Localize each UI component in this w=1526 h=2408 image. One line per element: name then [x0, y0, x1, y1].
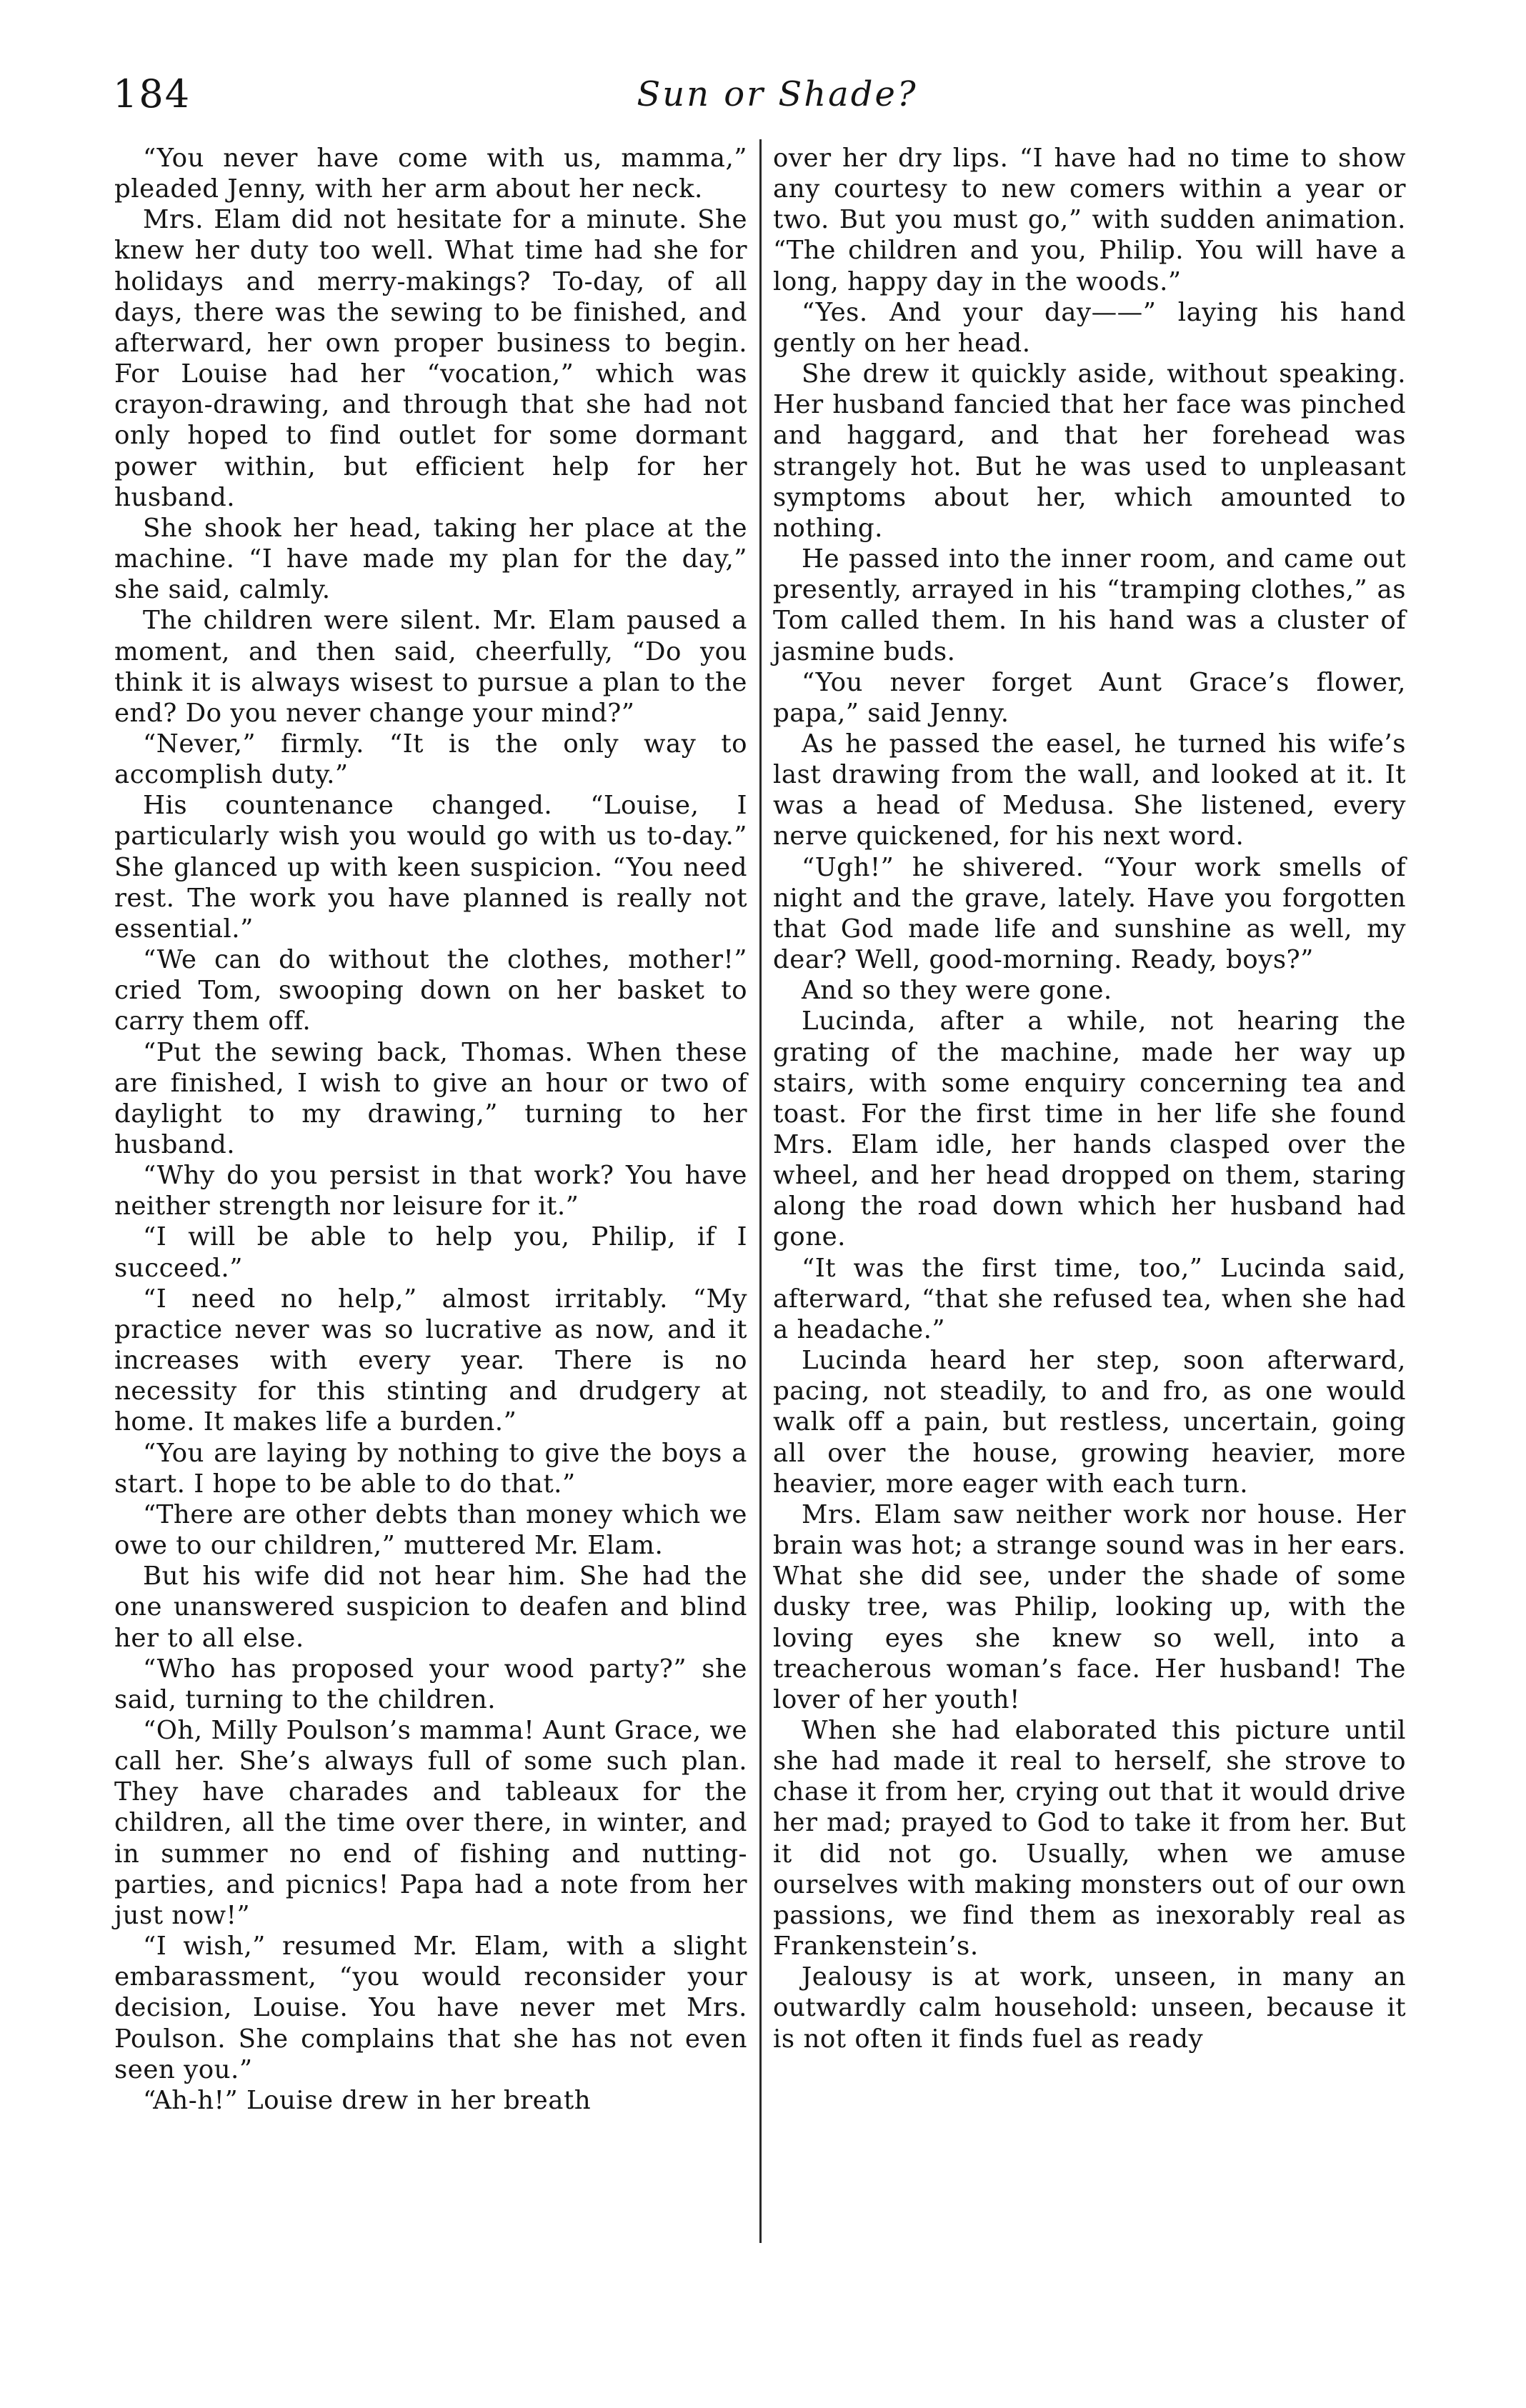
paragraph: “It was the first time, too,” Lucinda said, afterward, “that she refused tea, when she had a headache.” — [773, 1253, 1406, 1344]
paragraph: “Never,” firmly. “It is the only way to accomplish duty.” — [114, 729, 747, 790]
paragraph: “Why do you persist in that work? You have neither strength nor leisure for it.” — [114, 1161, 747, 1222]
paragraph: “Yes. And your day——” laying his hand gently on her head. — [773, 297, 1406, 358]
paragraph: She shook her head, taking her place at the machine. “I have made my plan for the day,” she said, calmly. — [114, 513, 747, 605]
paragraph: “Who has proposed your wood party?” she said, turning to the children. — [114, 1654, 747, 1714]
paragraph: “I will be able to help you, Philip, if I succeed.” — [114, 1222, 747, 1283]
paragraph: “Ah-h!” Louise drew in her breath — [143, 2085, 592, 2115]
paragraph: When she had elaborated this picture until she had made it real to herself, she strove to chase it from her, crying out that it would drive her mad; prayed to God to take it from her. But it did not go. Usually, when we amuse ourselves with making monsters out of our own passions, we find them as inexorably real as Frankenstein’s. — [773, 1715, 1406, 1962]
paragraph: “I need no help,” almost irritably. “My practice never was so lucrative as now, and it increases with every year. There is no necessity for this stinting and drudgery at home. It makes life a burden.” — [114, 1284, 747, 1437]
left-column — [114, 143, 747, 2116]
page-number: 184 — [113, 71, 191, 116]
running-title: Sun or Shade? — [637, 74, 918, 114]
paragraph: But his wife did not hear him. She had the one unanswered suspicion to deafen and blind her to all else. — [114, 1562, 747, 1653]
column-rule — [759, 139, 762, 2243]
paragraph: He passed into the inner room, and came out presently, arrayed in his “tramping clothes,” as Tom called them. In his hand was a cluster of jasmine buds. — [773, 544, 1406, 666]
paragraph: Mrs. Elam saw neither work nor house. Her brain was hot; a strange sound was in her ears. What she did see, under the shade of some dusky tree, was Philip, looking up, with the loving eyes she knew so well, into a treacherous woman’s face. Her husband! The lover of her youth! — [773, 1499, 1406, 1714]
paragraph: The children were silent. Mr. Elam paused a moment, and then said, cheerfully, “Do you think it is always wisest to pursue a plan to the end? Do you never change your mind?” — [114, 606, 747, 728]
paragraph: “There are other debts than money which we owe to our children,” muttered Mr. Elam. — [114, 1499, 747, 1561]
page-header — [113, 71, 1435, 129]
paragraph: “Ugh!” he shivered. “Your work smells of night and the grave, lately. Have you forgotten that God made life and sunshine as well, my dear? Well, good-morning. Ready, boys?” — [773, 852, 1406, 975]
right-column — [773, 143, 1406, 2054]
paragraph: She drew it quickly aside, without speaking. Her husband fancied that her face was pinched and haggard, and that her forehead was strangely hot. But he was used to unpleasant symptoms about her, which amounted to nothing. — [773, 359, 1406, 543]
paragraph: Mrs. Elam did not hesitate for a minute. She knew her duty too well. What time had she for holidays and merry-makings? To-day, of all days, there was the sewing to be finished, and afterward, her own proper business to begin. For Louise had her “vocation,” which was crayon-drawing, and through that she had not only hoped to find outlet for some dormant power within, but efficient help for her husband. — [114, 205, 747, 512]
paragraph: “We can do without the clothes, mother!” cried Tom, swooping down on her basket to carry them off. — [114, 945, 747, 1036]
paragraph: Lucinda, after a while, not hearing the grating of the machine, made her way up stairs, with some enquiry concerning tea and toast. For the first time in her life she found Mrs. Elam idle, her hands clasped over the wheel, and her head dropped on them, staring along the road down which her husband had gone. — [773, 1006, 1406, 1252]
paragraph: “Put the sewing back, Thomas. When these are finished, I wish to give an hour or two of daylight to my drawing,” turning to her husband. — [114, 1037, 747, 1159]
paragraph: “I wish,” resumed Mr. Elam, with a slight embarassment, “you would reconsider your decision, Louise. You have never met Mrs. Poulson. She complains that she has not even seen you.” — [114, 1932, 747, 2084]
paragraph: And so they were gone. — [802, 976, 1112, 1006]
paragraph: Jealousy is at work, unseen, in many an outwardly calm household: unseen, because it is not often it finds fuel as ready — [773, 1962, 1406, 2054]
paragraph: As he passed the easel, he turned his wife’s last drawing from the wall, and looked at it. It was a head of Medusa. She listened, every nerve quickened, for his next word. — [773, 729, 1406, 851]
paragraph: “You are laying by nothing to give the boys a start. I hope to be able to do that.” — [114, 1438, 747, 1499]
paragraph-continued: over her dry lips. “I have had no time to show any courtesy to new comers within a year or two. But you must go,” with sudden animation. “The children and you, Philip. You will have a long, happy day in the woods.” — [773, 144, 1406, 296]
paragraph: Lucinda heard her step, soon afterward, pacing, not steadily, to and fro, as one would walk off a pain, but restless, uncertain, going all over the house, growing heavier, more heavier, more eager with each turn. — [773, 1346, 1406, 1499]
paragraph: “You never have come with us, mamma,” pleaded Jenny, with her arm about her neck. — [114, 144, 747, 204]
paragraph: “You never forget Aunt Grace’s flower, papa,” said Jenny. — [773, 667, 1406, 728]
paragraph: His countenance changed. “Louise, I particularly wish you would go with us to-day.” She glanced up with keen suspicion. “You need rest. The work you have planned is really not essential.” — [114, 791, 747, 944]
paragraph: “Oh, Milly Poulson’s mamma! Aunt Grace, we call her. She’s always full of some such plan. They have charades and tableaux for the children, all the time over there, in winter, and in summer no end of fishing and nutting-parties, and picnics! Papa had a note from her just now!” — [114, 1715, 747, 1930]
